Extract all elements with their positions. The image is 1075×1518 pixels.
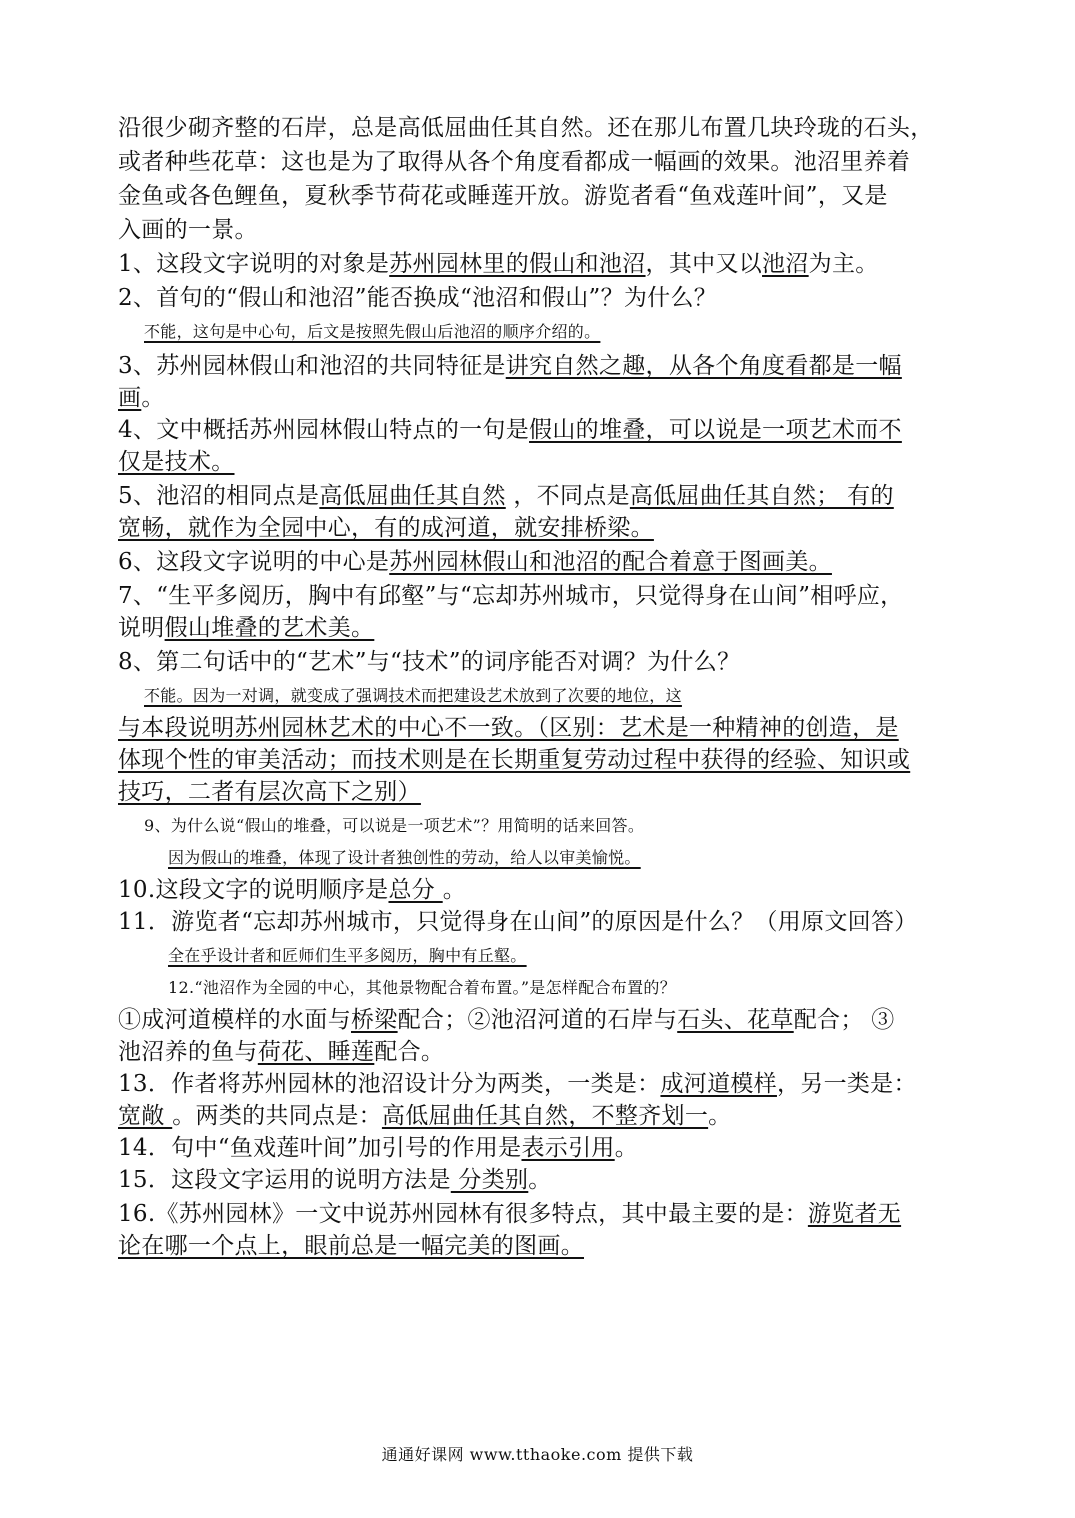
line-text: 10.这段文字的说明顺序是 <box>118 877 389 903</box>
text-line <box>118 712 963 744</box>
answer-text: 技巧，二者有层次高下之别） <box>118 779 421 805</box>
answer-text: 分类别 <box>450 1167 529 1193</box>
line-text: ，不同点是 <box>505 483 630 509</box>
text-line <box>118 414 963 446</box>
answer-text: 总分 <box>388 877 443 903</box>
line-text: 14．句中“鱼戏莲叶间”加引号的作用是 <box>118 1135 522 1161</box>
answer-text: 高低屈曲任其自然 <box>319 483 506 509</box>
answer-text: 表示引用 <box>521 1135 615 1161</box>
text-line <box>144 316 989 348</box>
answer-text: 因为假山的堆叠，体现了设计者独创性的劳动，给人以审美愉悦。 <box>168 848 641 867</box>
line-text: ①成河道模样的水面与 <box>118 1007 351 1033</box>
answer-text: 假山的堆叠，可以说是一项艺术而不 <box>529 417 902 443</box>
text-line <box>168 972 1013 1004</box>
line-text: 。两类的共同点是： <box>172 1103 382 1129</box>
answer-text: 游览者无 <box>807 1201 902 1227</box>
text-line <box>168 940 1013 972</box>
line-text: 。 <box>528 1167 552 1193</box>
line-text: 池沼养的鱼与 <box>118 1039 258 1065</box>
line-text: 15．这段文字运用的说明方法是 <box>118 1167 451 1193</box>
line-text: ，另一类是： <box>776 1071 917 1097</box>
text-line <box>118 1230 963 1262</box>
text-line <box>118 1068 963 1100</box>
line-text: 金鱼或各色鲤鱼，夏秋季节荷花或睡莲开放。游览者看“鱼戏莲叶间”，又是 <box>118 183 888 209</box>
line-text: 12.“池沼作为全园的中心，其他景物配合着布置。”是怎样配合布置的？ <box>168 978 677 997</box>
answer-text: 体现个性的审美活动；而技术则是在长期重复劳动过程中获得的经验、知识或 <box>118 747 911 773</box>
text-line <box>118 1100 963 1132</box>
text-line <box>118 282 963 314</box>
answer-text: 桥梁 <box>351 1007 398 1033</box>
text-line <box>144 680 989 712</box>
line-text: 说明 <box>118 615 165 641</box>
answer-text: 论在哪一个点上，眼前总是一幅完美的图画。 <box>118 1233 584 1259</box>
answer-text: 荷花、睡莲 <box>257 1039 375 1065</box>
line-text: 9、为什么说“假山的堆叠，可以说是一项艺术”？用简明的话来回答。 <box>144 816 645 835</box>
text-line <box>144 810 989 842</box>
text-line <box>118 776 963 808</box>
line-text: 。 <box>614 1135 638 1161</box>
line-text: 2、首句的“假山和池沼”能否换成“池沼和假山”？为什么？ <box>118 285 718 311</box>
line-text: 配合；②池沼河道的石岸与 <box>397 1007 678 1033</box>
line-text: 7、“生平多阅历，胸中有邱壑”与“忘却苏州城市，只觉得身在山间”相呼应， <box>118 583 904 609</box>
text-line <box>118 1004 963 1036</box>
text-line <box>118 646 963 678</box>
line-text: 入画的一景。 <box>118 217 258 243</box>
answer-text: 不能。因为一对调，就变成了强调技术而把建设艺术放到了次要的地位，这 <box>144 686 682 705</box>
text-line <box>118 112 963 144</box>
answer-text: 仅是技术。 <box>118 449 235 475</box>
text-line <box>118 612 963 644</box>
line-text: 为主。 <box>808 251 879 277</box>
answer-text: 苏州园林假山和池沼的配合着意于图画美。 <box>389 549 832 575</box>
text-line <box>118 180 963 212</box>
line-text: 配合。 <box>374 1039 445 1065</box>
line-text: 沿很少砌齐整的石岸，总是高低屈曲任其自然。还在那儿布置几块玲珑的石头， <box>118 115 934 141</box>
text-line <box>118 512 963 544</box>
answer-text: 假山堆叠的艺术美。 <box>164 615 375 641</box>
answer-text: 讲究自然之趣，从各个角度看都是一幅 <box>505 353 902 379</box>
answer-text: 画 <box>118 385 142 411</box>
answer-text: 池沼 <box>762 251 809 277</box>
line-text: 5、池沼的相同点是 <box>118 483 320 509</box>
text-line <box>118 1036 963 1068</box>
line-text: 。 <box>141 385 165 411</box>
answer-text: 高低屈曲任其自然，不整齐划一 <box>381 1103 709 1129</box>
text-line <box>118 1164 963 1196</box>
text-line <box>118 350 963 382</box>
line-text: 3、苏州园林假山和池沼的共同特征是 <box>118 353 506 379</box>
text-line <box>118 546 963 578</box>
text-line <box>118 1198 963 1230</box>
text-line <box>118 446 963 478</box>
answer-text: 石头、花草 <box>677 1007 794 1033</box>
text-line <box>118 214 963 246</box>
answer-text: 宽畅，就作为全园中心，有的成河道，就安排桥梁。 <box>118 515 654 541</box>
line-text: 11．游览者“忘却苏州城市，只觉得身在山间”的原因是什么？（用原文回答） <box>118 909 918 935</box>
line-text: 13．作者将苏州园林的池沼设计分为两类，一类是： <box>118 1071 661 1097</box>
answer-text: 高低屈曲任其自然； 有的 <box>629 483 894 509</box>
line-text: ，其中又以 <box>645 251 763 277</box>
line-text: 。 <box>442 877 467 903</box>
text-line <box>118 744 963 776</box>
line-text: 6、这段文字说明的中心是 <box>118 549 390 575</box>
text-line <box>118 906 963 938</box>
line-text: 或者种些花草：这也是为了取得从各个角度看都成一幅画的效果。池沼里养着 <box>118 149 911 175</box>
line-text: 8、第二句话中的“艺术”与“技术”的词序能否对调？为什么？ <box>118 649 741 675</box>
text-line <box>118 382 963 414</box>
line-text: 配合； ③ <box>793 1007 895 1033</box>
text-line <box>118 580 963 612</box>
line-text: 1、这段文字说明的对象是 <box>118 251 390 277</box>
line-text: 16.《苏州园林》一文中说苏州园林有很多特点，其中最主要的是： <box>118 1201 808 1227</box>
answer-text: 宽敞 <box>118 1103 173 1129</box>
page-footer: 通通好课网 www.tthaoke.com 提供下载 <box>381 1445 694 1464</box>
text-line <box>118 248 963 280</box>
text-line <box>118 146 963 178</box>
line-text: 。 <box>708 1103 732 1129</box>
answer-text: 苏州园林里的假山和池沼 <box>389 251 646 277</box>
text-line <box>118 1132 963 1164</box>
answer-text: 全在乎设计者和匠师们生平多阅历，胸中有丘壑。 <box>168 946 527 965</box>
answer-text: 不能，这句是中心句，后文是按照先假山后池沼的顺序介绍的。 <box>144 322 601 341</box>
answer-text: 与本段说明苏州园林艺术的中心不一致。（区别：艺术是一种精神的创造，是 <box>118 715 899 741</box>
line-text: 4、文中概括苏州园林假山特点的一句是 <box>118 417 530 443</box>
text-line <box>168 842 1013 874</box>
text-line <box>118 874 963 906</box>
answer-text: 成河道模样 <box>660 1071 777 1097</box>
text-line <box>118 480 963 512</box>
